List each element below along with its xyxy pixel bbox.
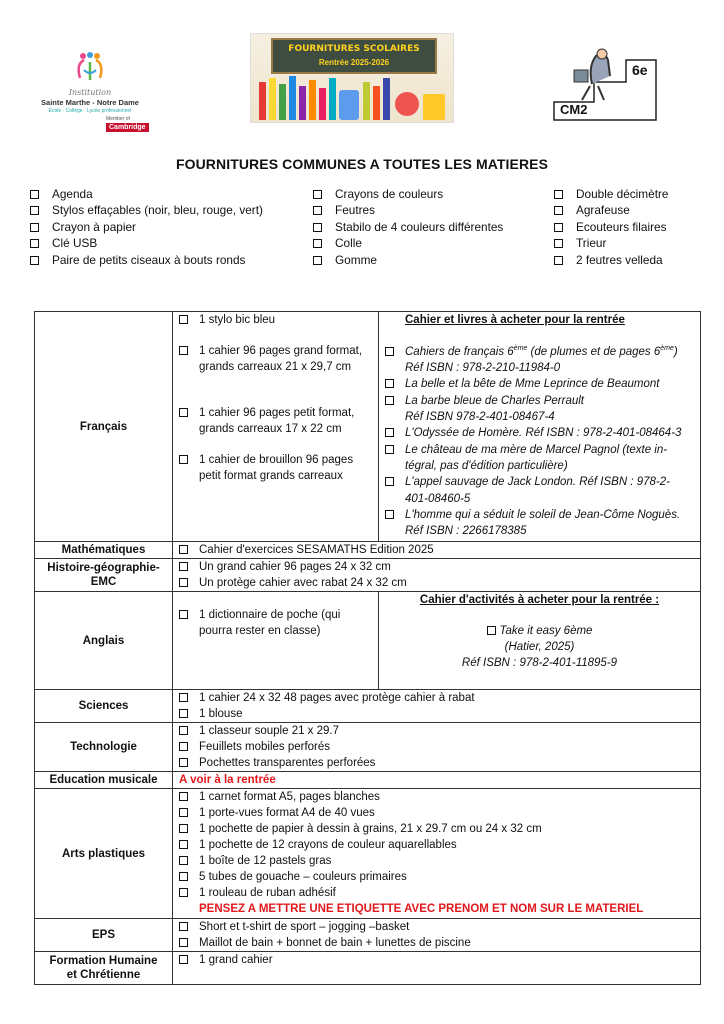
step-top-label: 6e [632,62,648,78]
subject-cell: Technologie [35,723,173,772]
book-item: La belle et la bête de Mme Leprince de Beaumont [379,376,700,392]
label-warning: PENSEZ A METTRE UNE ETIQUETTE AVEC PRENOM ET NOM SUR LE MATERIEL [199,903,644,915]
logo-line1: Institution [68,88,112,97]
cambridge-small: Member of [106,116,130,122]
book-isbn: Réf ISBN : 978-2-401-11895-9 [461,657,618,669]
list-item: Pochettes transparentes perforées [173,755,700,771]
checkbox[interactable] [385,510,394,519]
book-publisher: (Hatier, 2025) [504,641,575,653]
book-isbn: 401-08460-5 [405,492,471,505]
banner-title: FOURNITURES SCOLAIRES [288,44,420,54]
table-row [35,592,701,690]
checkbox[interactable] [30,206,39,215]
list-item: Un grand cahier 96 pages 24 x 32 cm [173,559,700,575]
list-item: Crayon à papier [30,219,263,235]
checkbox[interactable] [179,872,188,881]
supplies-cell [173,723,701,772]
chalkboard [271,38,437,74]
book-item: Cahiers de français 6ème (de plumes et de pages 6ème) [379,341,700,360]
checkbox[interactable] [30,223,39,232]
list-item: 1 pochette de papier à dessin à grains, 21 x 29.7 cm ou 24 x 32 cm [173,821,700,837]
subject-cell: EPS [35,919,173,952]
list-item: Maillot de bain + bonnet de bain + lunettes de piscine [173,935,700,951]
cambridge-label: Cambridge [106,123,149,132]
checkbox[interactable] [30,190,39,199]
checkbox[interactable] [179,562,188,571]
list-item: 1 porte-vues format A4 de 40 vues [173,805,700,821]
checkbox[interactable] [313,206,322,215]
subject-cell: Français [35,312,173,542]
subject-cell: Mathématiques [35,542,173,559]
supplies-cell [173,592,379,690]
book-item: L'homme qui a séduit le soleil de Jean-Côme Noguès. [379,507,700,523]
supplies-cell [173,952,701,985]
list-item: 1 cahier 24 x 32 48 pages avec protège cahier à rabat [173,690,700,706]
table-row [35,723,701,772]
banner-image [250,33,454,123]
book-item: L'Odyssée de Homère. Réf ISBN : 978-2-401-08464-3 [379,425,700,441]
subject-cell: Sciences [35,690,173,723]
table-row [35,952,701,985]
checkbox[interactable] [179,955,188,964]
common-list-col2 [313,186,503,268]
list-item: Stylos effaçables (noir, bleu, rouge, vert) [30,202,263,218]
cambridge-badge [106,116,149,132]
list-item: 2 feutres velleda [554,252,668,268]
list-item: 1 stylo bic bleu [173,312,378,328]
list-item: 1 grand cahier [173,952,700,968]
checkbox[interactable] [385,347,394,356]
checkbox[interactable] [487,626,496,635]
list-item: Crayons de couleurs [313,186,503,202]
books-heading: Cahier et livres à acheter pour la rentrée [405,314,625,326]
list-item: Agrafeuse [554,202,668,218]
book-item: Take it easy 6ème [379,623,700,639]
book-item: Le château de ma mère de Marcel Pagnol (texte in- [379,442,700,458]
list-item: 1 rouleau de ruban adhésif [173,885,700,901]
cm2-to-6e-cartoon [548,46,660,122]
list-item: Double décimètre [554,186,668,202]
supplies-cell [173,559,701,592]
checkbox[interactable] [554,239,563,248]
checkbox[interactable] [179,856,188,865]
checkbox[interactable] [179,578,188,587]
list-item: 1 pochette de 12 crayons de couleur aquarellables [173,837,700,853]
table-row [35,690,701,723]
list-item: 1 cahier 96 pages petit format, [173,405,378,421]
step-bottom-label: CM2 [560,102,588,117]
checkbox[interactable] [179,840,188,849]
supplies-cell [173,690,701,723]
list-item: Short et t-shirt de sport – jogging –basket [173,919,700,935]
checkbox[interactable] [554,206,563,215]
table-row [35,312,701,542]
list-item: 1 classeur souple 21 x 29.7 [173,723,700,739]
checkbox[interactable] [313,223,322,232]
checkbox[interactable] [385,428,394,437]
list-item: 1 boîte de 12 pastels gras [173,853,700,869]
subject-cell: Education musicale [35,772,173,789]
checkbox[interactable] [179,346,188,355]
list-item: Gomme [313,252,503,268]
checkbox[interactable] [313,239,322,248]
checkbox[interactable] [385,445,394,454]
list-item-cont: grands carreaux 17 x 22 cm [199,423,342,435]
checkbox[interactable] [554,223,563,232]
checkbox[interactable] [385,477,394,486]
books-cell [379,312,701,542]
table-row [35,919,701,952]
list-item: 1 cahier 96 pages grand format, [173,343,378,359]
checkbox[interactable] [385,396,394,405]
common-list-col3 [554,186,668,268]
list-item-cont: grands carreaux 21 x 29,7 cm [199,361,352,373]
checkbox[interactable] [179,938,188,947]
list-item: Feuillets mobiles perforés [173,739,700,755]
table-row [35,772,701,789]
list-item: Un protège cahier avec rabat 24 x 32 cm [173,575,700,591]
book-isbn: Réf ISBN : 978-2-210-11984-0 [405,362,561,375]
supplies-cell [173,919,701,952]
book-isbn: Réf ISBN : 2266178385 [405,525,527,538]
list-item-cont: petit format grands carreaux [199,470,343,482]
logo-line2: Sainte Marthe - Notre Dame [41,98,139,107]
list-item: Trieur [554,235,668,251]
checkbox[interactable] [179,742,188,751]
list-item: 1 carnet format A5, pages blanches [173,789,700,805]
pencils-icon [255,74,449,120]
checkbox[interactable] [179,888,188,897]
list-item: 1 dictionnaire de poche (qui [173,607,378,623]
checkbox[interactable] [554,256,563,265]
list-item: Cahier d'exercices SESAMATHS Edition 2025 [173,542,700,558]
book-item: La barbe bleue de Charles Perrault [379,393,700,409]
list-item: Feutres [313,202,503,218]
checkbox[interactable] [554,190,563,199]
supplies-cell [173,312,379,542]
list-item: 5 tubes de gouache – couleurs primaires [173,869,700,885]
supplies-cell [173,772,701,789]
checkbox[interactable] [30,239,39,248]
table-row [35,789,701,919]
checkbox[interactable] [179,726,188,735]
list-item: Paire de petits ciseaux à bouts ronds [30,252,263,268]
checkbox[interactable] [30,256,39,265]
list-item: Colle [313,235,503,251]
checkbox[interactable] [179,455,188,464]
activity-book-heading: Cahier d'activités à acheter pour la rentrée : [419,594,660,606]
list-item: Agenda [30,186,263,202]
book-item: L'appel sauvage de Jack London. Réf ISBN : 978-2- [379,474,700,490]
checkbox[interactable] [179,315,188,324]
checkbox[interactable] [179,792,188,801]
checkbox[interactable] [179,709,188,718]
people-logo-icon [70,48,110,88]
checkbox[interactable] [385,379,394,388]
school-logo [30,44,150,136]
supplies-cell [173,542,701,559]
checkbox[interactable] [179,545,188,554]
checkbox[interactable] [179,610,188,619]
subject-cell: Formation Humaine et Chrétienne [35,952,173,985]
checkbox[interactable] [179,922,188,931]
subjects-table [34,311,701,985]
checkbox[interactable] [179,758,188,767]
supplies-cell [173,789,701,919]
page-title: FOURNITURES COMMUNES A TOUTES LES MATIERES [175,156,549,172]
list-item: Clé USB [30,235,263,251]
checkbox[interactable] [179,408,188,417]
checkbox[interactable] [179,824,188,833]
checkbox[interactable] [313,256,322,265]
checkbox[interactable] [179,693,188,702]
checkbox[interactable] [313,190,322,199]
banner-subtitle: Rentrée 2025-2026 [318,58,390,67]
subject-cell: Histoire-géographie- EMC [35,559,173,592]
book-note: tégral, pas d'édition particulière) [405,459,568,472]
list-item: Stabilo de 4 couleurs différentes [313,219,503,235]
common-list-col1 [30,186,263,268]
list-item: 1 blouse [173,706,700,722]
subject-cell: Anglais [35,592,173,690]
subject-cell: Arts plastiques [35,789,173,919]
list-item: 1 cahier de brouillon 96 pages [173,452,378,468]
logo-line3: École · Collège · Lycée professionnel [48,108,132,114]
list-item: Ecouteurs filaires [554,219,668,235]
books-cell [379,592,701,690]
book-isbn: Réf ISBN 978-2-401-08467-4 [405,411,555,424]
table-row [35,559,701,592]
list-item-cont: pourra rester en classe) [199,625,321,637]
table-row [35,542,701,559]
checkbox[interactable] [179,808,188,817]
music-note: A voir à la rentrée [179,774,276,786]
